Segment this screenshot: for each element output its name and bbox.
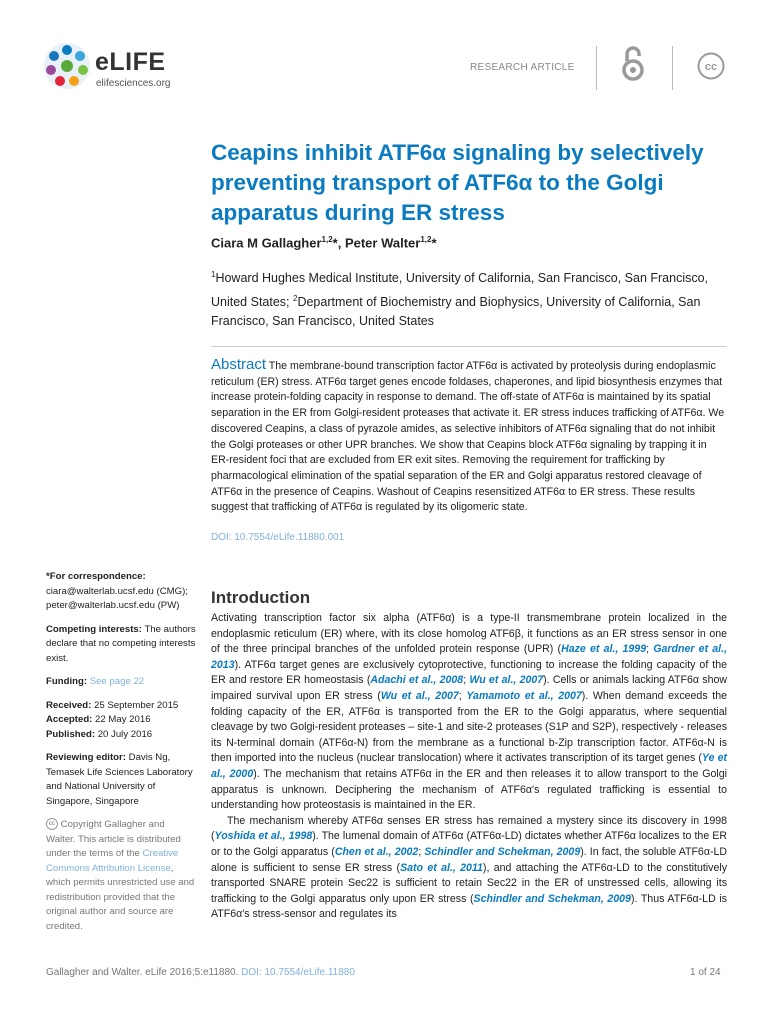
copyright-notice: cc Copyright Gallagher and Walter. This article is distributed under the terms of the Creative Commons Attribution License, which permits unrestricted use and redistribution provided that the original author and source are credited. — [46, 819, 195, 932]
abstract-text: The membrane-bound transcription factor ATF6α is activated by proteolysis during endoplasmic reticulum (ER) stress. ATF6α target genes encode foldases, chaperones, and lipid biosynthesis enzymes that increase protein-folding capacity in response to demand. The off-state of ATF6α is maintained by its spatial separation in the ER from Golgi-resident proteases that activate it. ER stress induces trafficking of ATF6α. We discovered Ceapins, a class of pyrazole amides, as selective inhibitors of ATF6α signaling that do not inhibit the Golgi proteases or other UPR branches. We show that Ceapins block ATF6α signaling by trapping it in ER-resident foci that are excluded from ER exit sites. Removing the requirement for trafficking by pharmacological elimination of the spatial separation of the ER and Golgi apparatus restored cleavage of ATF6α in the presence of Ceapins. Washout of Ceapins resensitized ATF6α to ER stress. These results suggest that trafficking of ATF6α is regulated by its oligomeric state. — [211, 360, 725, 514]
citation-link[interactable]: Schindler and Schekman, 2009 — [424, 845, 581, 858]
divider — [211, 346, 727, 347]
footer-citation: Gallagher and Walter. eLife 2016;5:e11880. DOI: 10.7554/eLife.11880 — [46, 967, 355, 978]
elife-logo-text[interactable]: eLIFE — [95, 48, 166, 76]
abstract-heading: Abstract — [211, 356, 267, 373]
citation-link[interactable]: Yamamoto et al., 2007 — [466, 689, 582, 702]
header-divider — [596, 46, 597, 90]
citation-link[interactable]: Gardner et al., 2013 — [211, 643, 728, 671]
elife-url[interactable]: elifesciences.org — [96, 78, 171, 89]
citation-link[interactable]: Adachi et al., 2008 — [370, 674, 464, 687]
article-title: Ceapins inhibit ATF6α signaling by selectively preventing transport of ATF6α to the Golgi apparatus during ER stress — [211, 140, 704, 225]
citation-link[interactable]: Haze et al., 1999 — [561, 643, 647, 656]
elife-logo-icon[interactable] — [43, 42, 91, 90]
dates: Received: 25 September 2015 Accepted: 22 May 2016 Published: 20 July 2016 — [46, 699, 179, 740]
citation-link[interactable]: Wu et al., 2007 — [469, 674, 544, 687]
citation-link[interactable]: Ye et al., 2000 — [211, 752, 727, 780]
author-name[interactable]: Peter Walter — [341, 235, 421, 251]
citation-link[interactable]: Yoshida et al., 1998 — [214, 830, 313, 843]
open-access-icon — [620, 45, 646, 81]
correspondence: *For correspondence: ciara@walterlab.ucsf.edu (CMG); peter@walterlab.ucsf.edu (PW) — [46, 571, 188, 611]
cc-small-icon: cc — [46, 818, 58, 830]
abstract-doi-link[interactable]: DOI: 10.7554/eLife.11880.001 — [211, 532, 345, 543]
citation-link[interactable]: Schindler and Schekman, 2009 — [473, 892, 631, 905]
introduction-heading: Introduction — [211, 588, 311, 607]
author-list — [211, 235, 437, 250]
citation-link[interactable]: Chen et al., 2002 — [334, 845, 419, 858]
license-link[interactable]: Creative Commons Attribution License — [46, 848, 179, 874]
footer-doi-link[interactable]: DOI: 10.7554/eLife.11880 — [241, 967, 355, 978]
affiliations — [211, 265, 731, 332]
citation-link[interactable]: Wu et al., 2007 — [380, 689, 459, 702]
paragraph: The mechanism whereby ATF6α senses ER stress has remained a mystery since its discovery in 1998 (Yoshida et al., 1998). The lumenal domain of ATF6α (ATF6α-LD) dictates whether ATF6α localizes to the ER or to the Golgi apparatus (Chen et al., 2002; Schindler and Schekman, 2009). In fact, the soluble ATF6α-LD alone is sufficient to sense ER stress (Sato et al., 2011), and attaching the ATF6α-LD to the constitutively transported SNARE protein Sec22 is sufficient to retain Sec22 in the ER of unstressed cells, allowing its trafficking to the Golgi apparatus only upon ER stress (Schindler and Schekman, 2009). Thus ATF6α-LD is ATF6α's stress-sensor and regulates its — [211, 814, 728, 921]
author-affiliation-mark: 1,2 — [321, 235, 333, 244]
article-sidebar — [46, 570, 196, 943]
corresponding-mark: *, — [332, 235, 342, 251]
affiliation-text: Department of Biochemistry and Biophysics, University of California, San Francisco, San Francisco, United States — [211, 294, 701, 329]
author-affiliation-mark: 1,2 — [420, 235, 432, 244]
introduction-body — [211, 611, 727, 923]
corresponding-mark: * — [431, 235, 437, 251]
header-divider — [672, 46, 673, 90]
paragraph: Activating transcription factor six alpha (ATF6α) is a type-II transmembrane protein localized in the endoplasmic reticulum (ER) where, with its close homolog ATF6β, it functions as an ER stress sensor in one of the three principal branches of the unfolded protein response (UPR) (Haze et al., 1999; Gardner et al., 2013). ATF6α target genes are exclusively cytoprotective, functioning to increase the folding capacity of the ER and restore ER homeostasis (Adachi et al., 2008; Wu et al., 2007). Cells or animals lacking ATF6α show impaired survival upon ER stress (Wu et al., 2007; Yamamoto et al., 2007). When demand exceeds the folding capacity of the ER, ATF6α is transported from the ER to the Golgi apparatus, where sequential cleavage by two Golgi-resident proteases – site-1 and site-2 proteases (S1P and S2P), respectively - releases its N-terminal domain (ATF6α-N) from the membrane as a functional b-Zip transcription factor. ATF6α-N is then imported into the nucleus (nuclear translocation) where it activates transcription of its target genes (Ye et al., 2000). The mechanism that retains ATF6α in the ER and then releases it to allow transport to the Golgi apparatus is unknown. Deciphering the mechanism of ATF6α's regulated trafficking is essential to understanding how proteostasis is maintained in the ER. — [211, 612, 728, 812]
abstract — [211, 357, 727, 516]
competing-interests: Competing interests: The authors declare that no competing interests exist. — [46, 623, 196, 664]
funding-link[interactable]: See page 22 — [87, 676, 145, 687]
affiliation-text: Howard Hughes Medical Institute, University of California, San Francisco, San Francisco, United States; — [211, 271, 709, 309]
page-number: 1 of 24 — [690, 967, 721, 978]
reviewing-editor: Reviewing editor: Davis Ng, Temasek Life Sciences Laboratory and National University of Singapore, Singapore — [46, 752, 193, 807]
affiliation-number: 2 — [293, 293, 298, 303]
citation-link[interactable]: Sato et al., 2011 — [400, 861, 483, 874]
funding: Funding: See page 22 — [46, 676, 145, 687]
creative-commons-icon — [697, 52, 725, 80]
author-name[interactable]: Ciara M Gallagher — [211, 235, 322, 251]
affiliation-number: 1 — [211, 270, 216, 279]
cc-icon-label: cc — [704, 61, 718, 73]
article-type-label: RESEARCH ARTICLE — [470, 62, 575, 73]
